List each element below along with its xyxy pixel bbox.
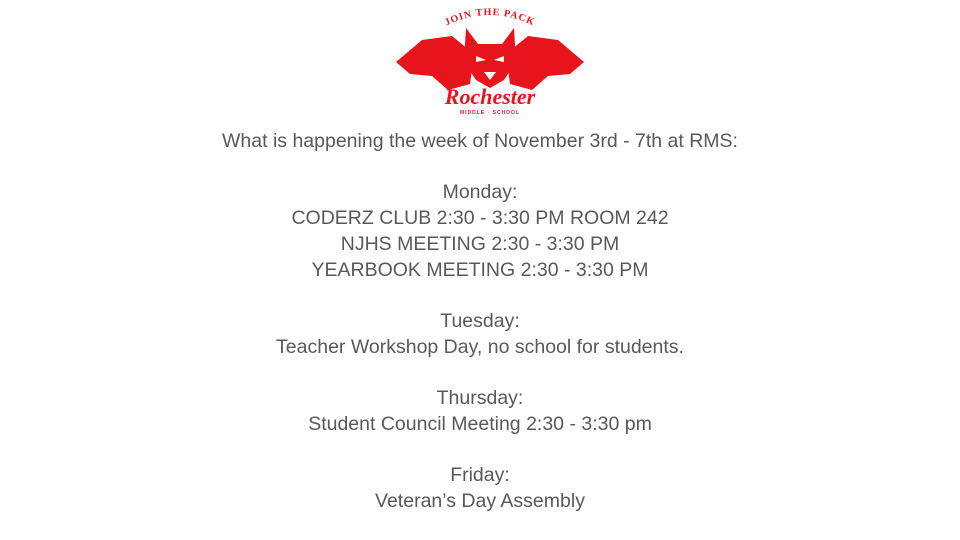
event: NJHS MEETING 2:30 - 3:30 PM [340,232,620,255]
announcement-text [0,129,960,514]
day-label-tuesday: Tuesday: [440,309,520,332]
event: Veteran’s Day Assembly [375,489,585,512]
heading: What is happening the week of November 3rd - 7th at RMS: [222,130,738,152]
event: CODERZ CLUB 2:30 - 3:30 PM ROOM 242 [291,207,669,230]
day-label-monday: Monday: [442,181,518,204]
svg-text:JOIN THE PACK: JOIN THE PACK [443,6,537,29]
day-label-thursday: Thursday: [436,386,524,409]
svg-text:MIDDLE · SCHOOL: MIDDLE · SCHOOL [460,110,520,116]
event: Teacher Workshop Day, no school for students. [276,335,684,358]
day-label-friday: Friday: [450,464,510,487]
school-logo [392,4,588,116]
svg-text:Rochester: Rochester [444,84,536,109]
event: Student Council Meeting 2:30 - 3:30 pm [308,412,652,435]
wolf-logo-icon [392,4,588,116]
event: YEARBOOK MEETING 2:30 - 3:30 PM [311,258,649,281]
